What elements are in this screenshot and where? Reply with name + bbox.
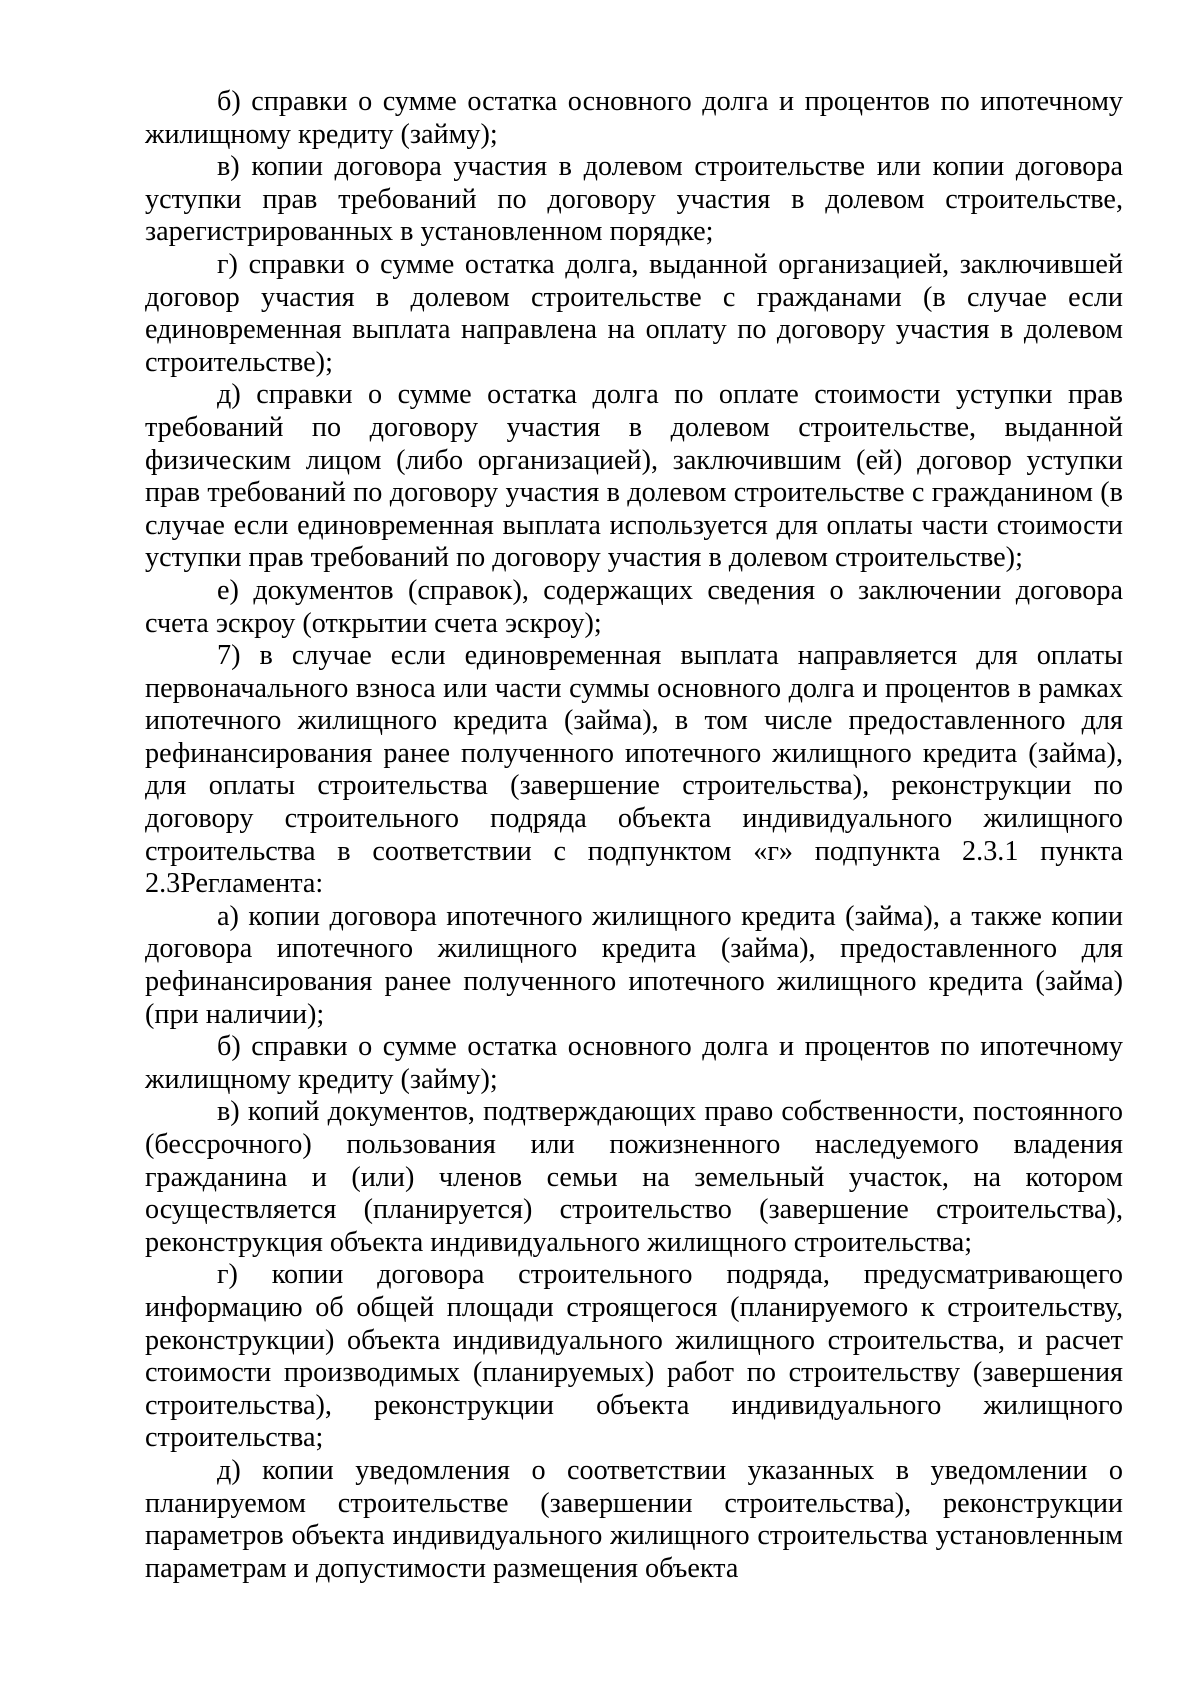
paragraph-7-mortgage-case: 7) в случае если единовременная выплата направляется для оплаты первоначального взноса или части суммы основного долга и процентов в рамках ипотечного жилищного кредита (займа), в том числе предоставленного для рефинансирования ранее полученного ипотечного жилищного кредита (займа), для оплаты строительства (завершение строительства), реконструкции по договору строительного подряда объекта индивидуального жилищного строительства в соответствии с подпунктом «г» подпункта 2.3.1 пункта 2.3Регламента: [145, 640, 1123, 900]
paragraph-e-escrow-documents: е) документов (справок), содержащих сведения о заключении договора счета эскроу (открытии счета эскроу); [145, 574, 1123, 639]
paragraph-a-mortgage-contract: а) копии договора ипотечного жилищного кредита (займа), а также копии договора ипотечного жилищного кредита (займа), предоставленного для рефинансирования ранее полученного ипотечного жилищного кредита (займа) (при наличии); [145, 900, 1123, 1030]
paragraph-d-compliance-notice: д) копии уведомления о соответствии указанных в уведомлении о планируемом строительстве (завершении строительства), реконструкции параметров объекта индивидуального жилищного строительства установленным параметрам и допустимости размещения объекта [145, 1454, 1123, 1584]
document-page [145, 86, 1123, 1585]
paragraph-g-debt-balance-certificate: г) справки о сумме остатка долга, выданной организацией, заключившей договор участия в долевом строительстве с гражданами (в случае если единовременная выплата направлена на оплату по договору участия в долевом строительстве); [145, 248, 1123, 378]
paragraph-v-shared-construction-contract: в) копии договора участия в долевом строительстве или копии договора уступки прав требований по договору участия в долевом строительстве, зарегистрированных в установленном порядке; [145, 151, 1123, 248]
paragraph-v-land-rights-documents: в) копий документов, подтверждающих право собственности, постоянного (бессрочного) пользования или пожизненного наследуемого владения гражданина и (или) членов семьи на земельный участок, на котором осуществляется (планируется) строительство (завершение строительства), реконструкция объекта индивидуального жилищного строительства; [145, 1096, 1123, 1258]
paragraph-b-certificate-mortgage-balance: б) справки о сумме остатка основного долга и процентов по ипотечному жилищному кредиту (займу); [145, 86, 1123, 150]
paragraph-g-construction-contract: г) копии договора строительного подряда, предусматривающего информацию об общей площади строящегося (планируемого к строительству, реконструкции) объекта индивидуального жилищного строительства, и расчет стоимости производимых (планируемых) работ по строительству (завершения строительства), реконструкции объекта индивидуального жилищного строительства; [145, 1259, 1123, 1454]
paragraph-d-assignment-debt-certificate: д) справки о сумме остатка долга по оплате стоимости уступки прав требований по договору участия в долевом строительстве, выданной физическим лицом (либо организацией), заключившим (ей) договор уступки прав требований по договору участия в долевом строительстве с гражданином (в случае если единовременная выплата используется для оплаты части стоимости уступки прав требований по договору участия в долевом строительстве); [145, 379, 1123, 574]
paragraph-b-mortgage-balance-repeat: б) справки о сумме остатка основного долга и процентов по ипотечному жилищному кредиту (займу); [145, 1031, 1123, 1095]
